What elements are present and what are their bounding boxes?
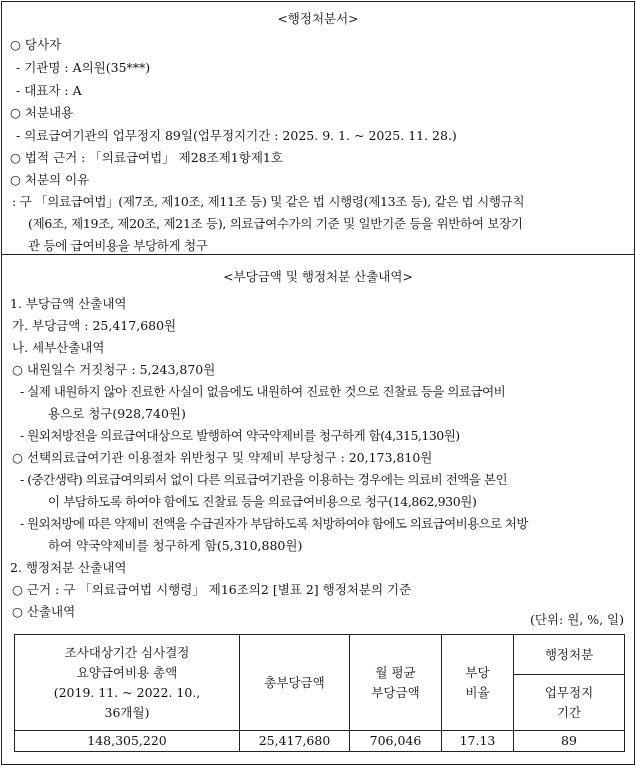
calc-line: ○ 산출내역 xyxy=(12,604,76,619)
header-total-unjust-amount: 총부당금액 xyxy=(240,635,350,731)
calc-line: - 원외처방에 따른 약제비 전액을 수급권자가 부담하도록 처방하여야 함에도 의료급여비용으로 처방 xyxy=(20,516,528,531)
reason-line: : 구 「의료급여법」(제7조, 제10조, 제11조 등) 및 같은 법 시행령(제13조 등), 같은 법 시행규칙 xyxy=(12,194,525,209)
reason-line: (제6조, 제19조, 제20조, 제21조 등), 의료급여수가의 기준 및 일반기준 등을 위반하여 보장기 xyxy=(28,216,523,231)
calc-line: ○ 근거 : 구 「의료급여법 시행령」 제16조의2 [별표 2] 행정처분의 기준 xyxy=(12,582,412,597)
unit-note: (단위: 원, %, 일) xyxy=(529,612,624,627)
action-heading: ○ 처분내용 xyxy=(10,105,74,120)
calc-line: 2. 행정처분 산출내역 xyxy=(10,560,127,575)
header-monthly-avg: 월 평균 부당금액 xyxy=(350,635,442,731)
calc-line: - (중간생략) 의료급여의뢰서 없이 다른 의료급여기관을 이용하는 경우에는 의료비 전액을 본인 xyxy=(20,472,508,487)
calc-line: 이 부담하도록 하여야 함에도 진찰료 등을 의료급여비용으로 청구(14,862,930원) xyxy=(48,494,477,509)
calc-line: ○ 선택의료급여기관 이용절차 위반청구 및 약제비 부당청구 : 20,173,810원 xyxy=(12,450,433,465)
reason-line: 관 등에 급여비용을 부당하게 청구 xyxy=(28,238,208,253)
table-cell: 17.13 xyxy=(442,731,514,752)
header-disposition-group: 행정처분 xyxy=(514,635,625,675)
party-heading: ○ 당사자 xyxy=(10,37,62,52)
table-row xyxy=(15,731,625,752)
calculation-table xyxy=(14,634,625,752)
calc-line: 나. 세부산출내역 xyxy=(12,340,105,355)
table-cell: 89 xyxy=(514,731,625,752)
calc-line: 하여 약국약제비를 청구하게 함(5,310,880원) xyxy=(48,538,303,553)
reason-heading: ○ 처분의 이유 xyxy=(10,172,90,187)
calc-line: 가. 부당금액 : 25,417,680원 xyxy=(12,318,177,333)
representative-line: - 대표자 : A xyxy=(16,83,82,98)
table-cell: 148,305,220 xyxy=(15,731,240,752)
table-cell: 25,417,680 xyxy=(240,731,350,752)
header-suspension-period: 업무정지 기간 xyxy=(514,675,625,731)
header-total-cost: 조사대상기간 심사결정 요양급여비용 총액 (2019. 11. ~ 2022. 10., 36개월) xyxy=(15,635,240,731)
calc-line: - 실제 내원하지 않아 진료한 사실이 없음에도 내원하여 진료한 것으로 진찰료 등을 의료급여비 xyxy=(20,384,506,399)
action-detail: - 의료급여기관의 업무정지 89일(업무정지기간 : 2025. 9. 1. ~ 2025. 11. 28.) xyxy=(16,128,457,143)
disposition-section xyxy=(2,2,634,255)
header-ratio: 부당 비율 xyxy=(442,635,514,731)
disposition-title: <행정처분서> xyxy=(277,11,359,26)
calc-line: - 원외처방전을 의료급여대상으로 발행하여 약국약제비를 청구하게 함(4,315,130원) xyxy=(20,428,460,443)
calculation-title: <부당금액 및 행정처분 산출내역> xyxy=(223,269,413,284)
document-frame xyxy=(1,1,635,765)
calc-line: ○ 내원일수 거짓청구 : 5,243,870원 xyxy=(12,362,216,377)
calc-line: 1. 부당금액 산출내역 xyxy=(10,296,127,311)
calc-line: 용으로 청구(928,740원) xyxy=(48,406,186,421)
institution-line: - 기관명 : A의원(35***) xyxy=(16,60,151,75)
table-cell: 706,046 xyxy=(350,731,442,752)
legal-basis: ○ 법적 근거 : 「의료급여법」 제28조제1항제1호 xyxy=(10,150,283,165)
